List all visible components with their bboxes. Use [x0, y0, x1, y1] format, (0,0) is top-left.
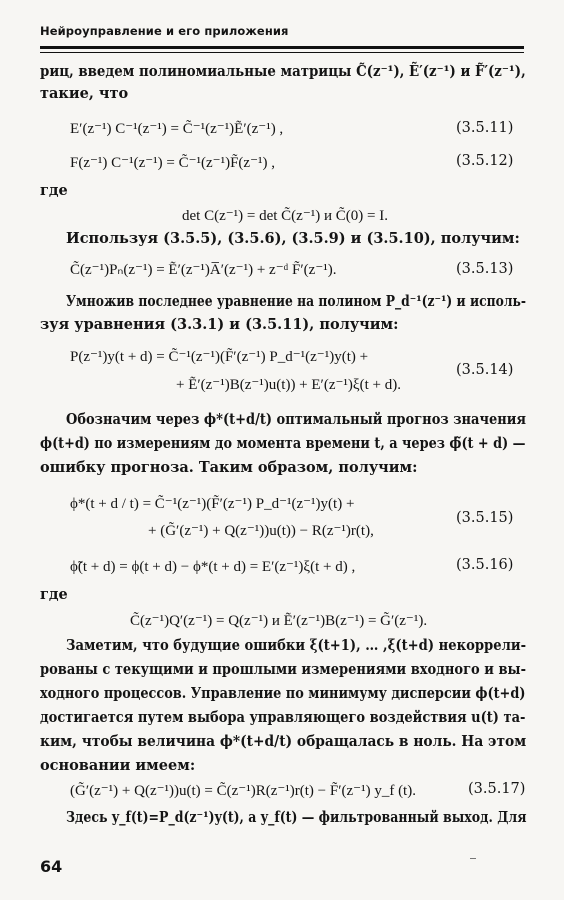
- text-line-where-2: где: [40, 586, 68, 603]
- equation-number: (3.5.14): [456, 362, 514, 378]
- text-line-1: риц, введем полиномиальные матрицы C̃(z⁻¹), Ẽ′(z⁻¹) и F̃′(z⁻¹),: [40, 63, 526, 80]
- text-line-5: Умножив последнее уравнение на полином P_d⁻¹(z⁻¹) и исполь-: [66, 293, 527, 310]
- running-header: Нейроуправление и его приложения: [40, 24, 289, 38]
- equation-number: (3.5.17): [468, 781, 526, 797]
- text-line-2: такие, что: [40, 85, 129, 102]
- equation-3-5-15-line-2: + (G̃′(z⁻¹) + Q(z⁻¹))u(t)) − R(z⁻¹)r(t),: [148, 523, 374, 539]
- equation-number: (3.5.15): [456, 510, 514, 526]
- equation-where: C̃(z⁻¹)Q′(z⁻¹) = Q(z⁻¹) и Ẽ′(z⁻¹)B(z⁻¹) = G̃′(z⁻¹).: [130, 613, 428, 629]
- text-line-12: рованы с текущими и прошлыми измерениями входного и вы-: [40, 661, 526, 678]
- equation-3-5-16: ϕ̃(t + d) = ϕ(t + d) − ϕ*(t + d) = E′(z⁻¹)ξ(t + d) ,: [70, 559, 356, 575]
- equation-number: (3.5.11): [456, 120, 514, 136]
- text-line-17: Здесь y_f(t)=P_d(z⁻¹)y(t), а y_f(t) — фильтрованный выход. Для: [66, 809, 527, 826]
- text-line-15: ким, чтобы величина ϕ*(t+d/t) обращалась в ноль. На этом: [40, 733, 527, 750]
- header-rule-thick: [40, 46, 524, 49]
- text-line-4: Используя (3.5.5), (3.5.6), (3.5.9) и (3.5.10), получим:: [66, 230, 520, 247]
- equation-number: (3.5.16): [456, 557, 514, 573]
- text-line-7: Обозначим через ϕ*(t+d/t) оптимальный прогноз значения: [66, 411, 527, 428]
- equation-det: det C(z⁻¹) = det C̃(z⁻¹) и C̃(0) = I.: [182, 208, 388, 224]
- print-speck: [470, 858, 476, 859]
- text-line-16: основании имеем:: [40, 757, 196, 774]
- text-line-where: где: [40, 182, 68, 199]
- equation-number: (3.5.13): [456, 261, 514, 277]
- text-line-8: ϕ(t+d) по измерениям до момента времени t, а через ϕ̃(t + d) —: [40, 435, 526, 452]
- equation-3-5-13: C̃(z⁻¹)Pₙ(z⁻¹) = Ẽ′(z⁻¹)A̅′(z⁻¹) + z⁻ᵈ F̃′(z⁻¹).: [70, 262, 337, 278]
- equation-3-5-15-line-1: ϕ*(t + d / t) = C̃⁻¹(z⁻¹)(F̃′(z⁻¹) P_d⁻¹(z⁻¹)y(t) +: [70, 496, 355, 512]
- equation-3-5-12: F(z⁻¹) C⁻¹(z⁻¹) = C̃⁻¹(z⁻¹)F̃(z⁻¹) ,: [70, 155, 275, 171]
- page-number: 64: [40, 857, 63, 876]
- equation-3-5-11: E′(z⁻¹) C⁻¹(z⁻¹) = C̃⁻¹(z⁻¹)Ẽ′(z⁻¹) ,: [70, 121, 284, 137]
- equation-3-5-14-line-2: + Ẽ′(z⁻¹)B(z⁻¹)u(t)) + E′(z⁻¹)ξ(t + d).: [176, 377, 401, 393]
- text-line-13: ходного процессов. Управление по минимуму дисперсии ϕ(t+d): [40, 685, 526, 702]
- header-rule-thin: [40, 52, 524, 53]
- text-line-6: зуя уравнения (3.3.1) и (3.5.11), получим:: [40, 316, 399, 333]
- equation-number: (3.5.12): [456, 153, 514, 169]
- text-line-14: достигается путем выбора управляющего воздействия u(t) та-: [40, 709, 526, 726]
- equation-3-5-14-line-1: P(z⁻¹)y(t + d) = C̃⁻¹(z⁻¹)(F̃′(z⁻¹) P_d⁻¹(z⁻¹)y(t) +: [70, 349, 369, 365]
- equation-3-5-17: (G̃′(z⁻¹) + Q(z⁻¹))u(t) = C̃(z⁻¹)R(z⁻¹)r(t) − F̃′(z⁻¹) y_f (t).: [70, 783, 416, 799]
- text-line-11: Заметим, что будущие ошибки ξ(t+1), … ,ξ(t+d) некоррели-: [66, 637, 527, 654]
- text-line-9: ошибку прогноза. Таким образом, получим:: [40, 459, 418, 476]
